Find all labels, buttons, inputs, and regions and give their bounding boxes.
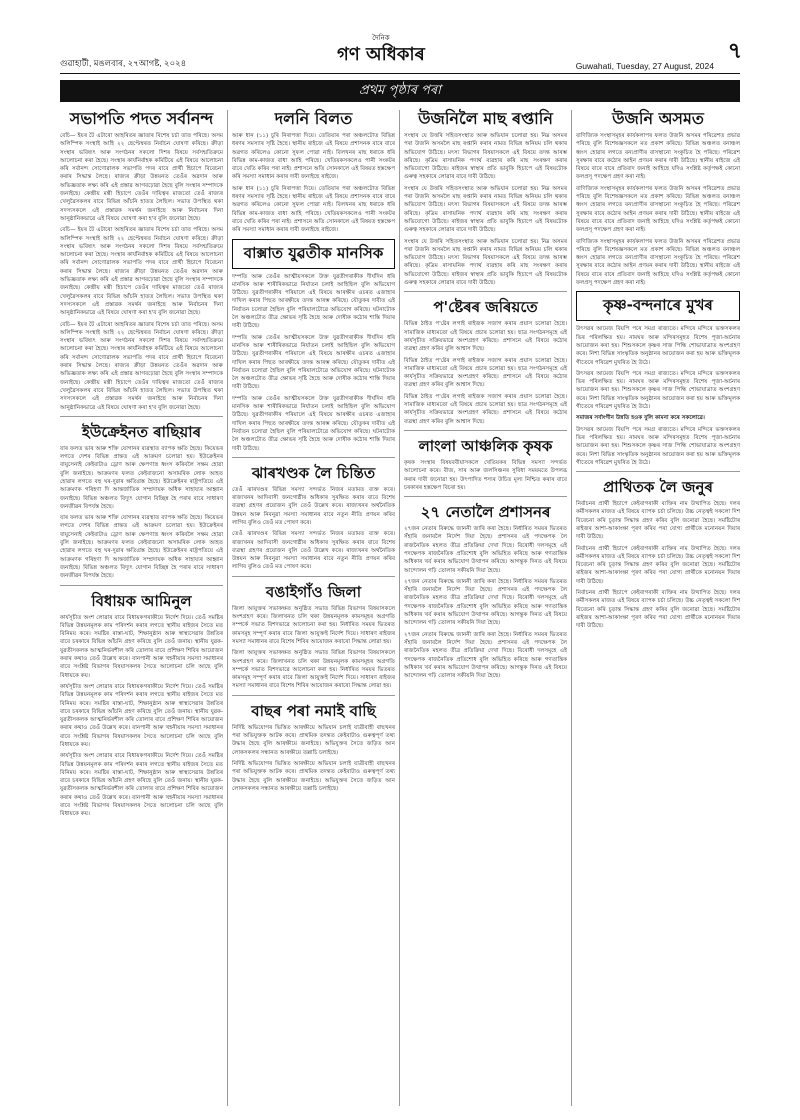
divider <box>60 585 223 586</box>
column-1 <box>60 108 223 1108</box>
article-body: নিৰ্দিষ্ট অভিযোগৰ ভিত্তিত আৰক্ষীয়ে অভিযান চলাই যাত্ৰীবাহী বাছখনৰ পৰা অভিযুক্তক আটক কৰে। প্ৰাথমিক তদন্তত কেইবাটাও গুৰুত্বপূৰ্ণ তথ্য উদ্ধাৰ হৈছে বুলি আৰক্ষীয়ে জনাইছে। অভিযুক্তৰ সৈতে জড়িত আন লোকসকলৰ সন্ধানত আৰক্ষীয়ে তল্লাচি চলাইছে। <box>232 760 395 792</box>
masthead <box>60 34 742 74</box>
headline: প'ষ্টেৰৰ জৰিয়তে <box>433 298 538 317</box>
headline: বঙাইগাঁও জিলা <box>265 582 362 601</box>
article-body: বিভিন্ন ঠাইত প'ষ্টেৰ লগাই ৰাইজক সজাগ কৰাৰ প্ৰয়াস চলোৱা হৈছে। সামাজিক মাধ্যমতো এই বিষয়ে প্ৰচাৰ চলোৱা হয়। ছাত্ৰ সংগঠনসমূহে এই কাৰ্যসূচীত সক্ৰিয়ভাৱে অংশগ্ৰহণ কৰিছে। প্ৰশাসনে এই বিষয়ে কঠোৰ ব্যৱস্থা গ্ৰহণ কৰিব বুলি আশ্বাস দিছে। <box>404 393 567 425</box>
article-body: তেওঁ ঝাৰখণ্ডৰ বিভিন্ন সমস্যা সন্দৰ্ভত নিজৰ মতামত ব্যক্ত কৰে। ৰাজ্যখনৰ আদিবাসী জনগোষ্ঠীৰ অধিকাৰ সুৰক্ষিত কৰাৰ বাবে বিশেষ ব্যৱস্থা গ্ৰহণৰ প্ৰয়োজন বুলি তেওঁ উল্লেখ কৰে। ৰাজ্যখনৰ অৰ্থনৈতিক উন্নয়ন আৰু নিবনুৱা সমস্যা সমাধানৰ বাবে নতুন নীতি প্ৰণয়ন কৰিব লাগিব বুলিও তেওঁ মত পোষণ কৰে। <box>232 531 395 571</box>
headline: সভাপতি পদত সৰ্বানন্দ <box>69 109 214 128</box>
divider <box>576 471 740 472</box>
masthead-date-assamese: গুৱাহাটী, মঙলবাৰ, ২৭আগষ্ট, ২০২৪ <box>60 58 187 68</box>
headline: ইউক্ৰেইনত ৰাছিয়াৰ <box>81 422 202 441</box>
divider <box>60 416 223 417</box>
article-body: নিৰ্দিষ্ট অভিযোগৰ ভিত্তিত আৰক্ষীয়ে অভিযান চলাই যাত্ৰীবাহী বাছখনৰ পৰা অভিযুক্তক আটক কৰে। প্ৰাথমিক তদন্তত কেইবাটাও গুৰুত্বপূৰ্ণ তথ্য উদ্ধাৰ হৈছে বুলি আৰক্ষীয়ে জনাইছে। অভিযুক্তৰ সৈতে জড়িত আন লোকসকলৰ সন্ধানত আৰক্ষীয়ে তল্লাচি চলাইছে। <box>232 724 395 756</box>
headline: দলনি বিলত <box>274 109 353 128</box>
notice-line: সমাজৰ সৰ্বাংগীন উন্নতি হওক বুলি কামনা কৰে সকলোৱে। <box>576 415 705 422</box>
article-body: বাণিজ্যিক সংস্থাসমূহৰ কাৰ্যকলাপৰ ফলত উজনি অসমৰ পৰিৱেশত প্ৰভাৱ পৰিছে বুলি বিশেষজ্ঞসকলে মত প্ৰকাশ কৰিছে। বিভিন্ন অঞ্চলত বনাঞ্চল ধ্বংস হোৱাৰ লগতে বন্যপ্ৰাণীৰ বাসস্থানো সংকুচিত হৈ পৰিছে। পৰিৱেশ সুৰক্ষাৰ বাবে কঠোৰ আইন প্ৰণয়ন কৰাৰ দাবী উঠিছে। স্থানীয় ৰাইজে এই বিষয়ে বাৰে বাৰে প্ৰতিবাদ জনাই আহিছে যদিও সংশ্লিষ্ট কৰ্তৃপক্ষই কোনো ফলপ্ৰসূ পদক্ষেপ গ্ৰহণ কৰা নাই। <box>576 133 740 181</box>
divider <box>232 576 395 577</box>
article-body: দম্পতি আৰু তেওঁৰ আত্মীয়সকলে উক্ত যুৱতীগৰাকীক দীৰ্ঘদিন ধৰি মানসিক আৰু শাৰীৰিকভাৱে নিৰ্যাতন চলাই আহিছিল বুলি অভিযোগ উঠিছে। যুৱতীগৰাকীৰ পৰিয়ালে এই বিষয়ে আৰক্ষীৰ ওচৰত এজাহাৰ দাখিল কৰাৰ পিছত আৰক্ষীয়ে তদন্ত আৰম্ভ কৰিছে। যৌতুকৰ দাবীত এই নিৰ্যাতন চলোৱা হৈছিল বুলি পৰিয়ালটোৱে অভিযোগ কৰিছে। ঘটনাটোক লৈ অঞ্চলটোত তীব্ৰ ক্ষোভৰ সৃষ্টি হৈছে আৰু দোষীক কঠোৰ শাস্তি দিয়াৰ দাবী উঠিছে। <box>232 273 395 330</box>
article-body: বাণিজ্যিক সংস্থাসমূহৰ কাৰ্যকলাপৰ ফলত উজনি অসমৰ পৰিৱেশত প্ৰভাৱ পৰিছে বুলি বিশেষজ্ঞসকলে মত প্ৰকাশ কৰিছে। বিভিন্ন অঞ্চলত বনাঞ্চল ধ্বংস হোৱাৰ লগতে বন্যপ্ৰাণীৰ বাসস্থানো সংকুচিত হৈ পৰিছে। পৰিৱেশ সুৰক্ষাৰ বাবে কঠোৰ আইন প্ৰণয়ন কৰাৰ দাবী উঠিছে। স্থানীয় ৰাইজে এই বিষয়ে বাৰে বাৰে প্ৰতিবাদ জনাই আহিছে যদিও সংশ্লিষ্ট কৰ্তৃপক্ষই কোনো ফলপ্ৰসূ পদক্ষেপ গ্ৰহণ কৰা নাই। <box>576 185 740 234</box>
article-body: দম্পতি আৰু তেওঁৰ আত্মীয়সকলে উক্ত যুৱতীগৰাকীক দীৰ্ঘদিন ধৰি মানসিক আৰু শাৰীৰিকভাৱে নিৰ্যাতন চলাই আহিছিল বুলি অভিযোগ উঠিছে। যুৱতীগৰাকীৰ পৰিয়ালে এই বিষয়ে আৰক্ষীৰ ওচৰত এজাহাৰ দাখিল কৰাৰ পিছত আৰক্ষীয়ে তদন্ত আৰম্ভ কৰিছে। যৌতুকৰ দাবীত এই নিৰ্যাতন চলোৱা হৈছিল বুলি পৰিয়ালটোৱে অভিযোগ কৰিছে। ঘটনাটোক লৈ অঞ্চলটোত তীব্ৰ ক্ষোভৰ সৃষ্টি হৈছে আৰু দোষীক কঠোৰ শাস্তি দিয়াৰ দাবী উঠিছে। <box>232 334 395 391</box>
section-banner: প্ৰথম পৃষ্ঠাৰ পৰা <box>60 80 740 102</box>
article-body: নিৰ্বাচনৰ প্ৰাৰ্থী হিচাপে কেইবাগৰাকী ব্যক্তিৰ নাম উত্থাপিত হৈছে। দলৰ কৰ্মীসকলৰ মাজত এই বিষয়ে ব্যাপক চৰ্চা চলিছে। উচ্চ নেতৃত্বই সকলো দিশ বিবেচনা কৰি চূড়ান্ত সিদ্ধান্ত গ্ৰহণ কৰিব বুলি জনোৱা হৈছে। সমষ্টিটোৰ ৰাইজৰ আশা-আকাংক্ষা পূৰণ কৰিব পৰা যোগ্য প্ৰাৰ্থীকে মনোনয়ন দিয়াৰ দাবী উঠিছে। <box>576 590 740 630</box>
article-body: তেওঁ ঝাৰখণ্ডৰ বিভিন্ন সমস্যা সন্দৰ্ভত নিজৰ মতামত ব্যক্ত কৰে। ৰাজ্যখনৰ আদিবাসী জনগোষ্ঠীৰ অধিকাৰ সুৰক্ষিত কৰাৰ বাবে বিশেষ ব্যৱস্থা গ্ৰহণৰ প্ৰয়োজন বুলি তেওঁ উল্লেখ কৰে। ৰাজ্যখনৰ অৰ্থনৈতিক উন্নয়ন আৰু নিবনুৱা সমস্যা সমাধানৰ বাবে নতুন নীতি প্ৰণয়ন কৰিব লাগিব বুলিও তেওঁ মত পোষণ কৰে। <box>232 486 395 526</box>
article-body: বিভিন্ন ঠাইত প'ষ্টেৰ লগাই ৰাইজক সজাগ কৰাৰ প্ৰয়াস চলোৱা হৈছে। সামাজিক মাধ্যমতো এই বিষয়ে প্ৰচাৰ চলোৱা হয়। ছাত্ৰ সংগঠনসমূহে এই কাৰ্যসূচীত সক্ৰিয়ভাৱে অংশগ্ৰহণ কৰিছে। প্ৰশাসনে এই বিষয়ে কঠোৰ ব্যৱস্থা গ্ৰহণ কৰিব বুলি আশ্বাস দিছে। <box>404 357 567 389</box>
column-4 <box>576 108 740 1108</box>
column-divider <box>399 110 400 1106</box>
page-number: ৭ <box>727 39 742 64</box>
article-body: কাৰ্যসূচীত অংশ লোৱাৰ বাবে বিধায়কগৰাকীয়ে নিৰ্দেশ দিয়ে। তেওঁ সমষ্টিৰ বিভিন্ন উন্নয়নমূলক কাম পৰিদৰ্শন কৰাৰ লগতে স্থানীয় ৰাইজৰ সৈতে মত বিনিময় কৰে। সমষ্টিৰ ৰাস্তা-ঘাট, শিক্ষানুষ্ঠান আৰু স্বাস্থ্যসেৱাৰ উন্নতিৰ বাবে চৰকাৰে বিভিন্ন আঁচনি গ্ৰহণ কৰিছে বুলি তেওঁ জনায়। স্থানীয় যুৱক-যুৱতীসকলক আত্মনিৰ্ভৰশীল কৰি তোলাৰ বাবে প্ৰশিক্ষণ শিবিৰ আয়োজন কৰাৰ কথাও তেওঁ উল্লেখ কৰে। বানপানী আৰু খহনীয়াৰ সমস্যা সমাধানৰ বাবে সংশ্লিষ্ট বিভাগৰ বিষয়াসকলৰ সৈতে আলোচনা চলি আছে বুলি বিধায়কে কয়। <box>60 614 223 679</box>
divider <box>404 496 567 497</box>
article-body: সংস্থাৰ যে উত্তৰি সহিতসংস্থাত আৰু অভিযান চলোৱা হয়। নিম্ন অসমৰ পৰা উজনি অসমলৈ মাছ ৰপ্তানি কৰাৰ নামত বিভিন্ন অনিয়ম চলি থকাৰ অভিযোগ উঠিছে। মৎস্য বিভাগৰ বিষয়াসকলে এই বিষয়ে তদন্ত আৰম্ভ কৰিছে। কৃত্ৰিম ৰাসায়নিক পদাৰ্থ ব্যৱহাৰ কৰি মাছ সংৰক্ষণ কৰাৰ অভিযোগো উঠিছে। ৰাইজৰ স্বাস্থ্যৰ প্ৰতি ভাবুকি হিচাপে এই বিষয়টোক গুৰুত্ব সহকাৰে লোৱাৰ বাবে দাবী উঠিছে। <box>404 133 567 181</box>
article-body: জিলা আয়ুক্তৰ সভাকক্ষত অনুষ্ঠিত সভাত বিভিন্ন বিভাগৰ বিষয়াসকলে অংশগ্ৰহণ কৰে। জিলাখনত চলি থকা উন্নয়নমূলক কামসমূহৰ অগ্ৰগতি সম্পৰ্কে সভাত বিশদভাৱে আলোচনা কৰা হয়। নিৰ্ধাৰিত সময়ৰ ভিতৰত কামসমূহ সম্পূৰ্ণ কৰাৰ বাবে জিলা আয়ুক্তই নিৰ্দেশ দিয়ে। সাধাৰণ ৰাইজৰ সমস্যা সমাধানৰ বাবে বিশেষ শিবিৰ আয়োজন কৰাৰো সিদ্ধান্ত লোৱা হয়। <box>232 605 395 645</box>
article-body: নিৰ্বাচনৰ প্ৰাৰ্থী হিচাপে কেইবাগৰাকী ব্যক্তিৰ নাম উত্থাপিত হৈছে। দলৰ কৰ্মীসকলৰ মাজত এই বিষয়ে ব্যাপক চৰ্চা চলিছে। উচ্চ নেতৃত্বই সকলো দিশ বিবেচনা কৰি চূড়ান্ত সিদ্ধান্ত গ্ৰহণ কৰিব বুলি জনোৱা হৈছে। সমষ্টিটোৰ ৰাইজৰ আশা-আকাংক্ষা পূৰণ কৰিব পৰা যোগ্য প্ৰাৰ্থীকে মনোনয়ন দিয়াৰ দাবী উঠিছে। <box>576 545 740 585</box>
article-body: ২৭জন নেতাৰ বিৰুদ্ধে জাননী জাৰি কৰা হৈছে। নিৰ্ধাৰিত সময়ৰ ভিতৰত সঁহাৰি জনাবলৈ নিৰ্দেশ দিয়া হৈছে। প্ৰশাসনৰ এই পদক্ষেপক লৈ ৰাজনৈতিক মহলত তীব্ৰ প্ৰতিক্ৰিয়া দেখা দিছে। বিৰোধী দলসমূহে এই পদক্ষেপক ৰাজনৈতিক প্ৰতিশোধ বুলি অভিহিত কৰিছে আৰু গণতান্ত্ৰিক অধিকাৰ খৰ্ব কৰাৰ অভিযোগ উত্থাপন কৰিছে। আগন্তুক দিনত এই বিষয়ে আন্দোলন গঢ়ি তোলাৰ সকীয়নি দিয়া হৈছে। <box>404 578 567 627</box>
divider <box>404 430 567 431</box>
headline: লাংলা আঞ্চলিক কৃষক <box>418 436 553 455</box>
article-body: বেচি— ইয়ৰ টৈ এটাৰো আহৰিতৰ জ্ঞাতাৰ বিশেষ চৰ্চা তাত পৰিছে। অসম অলিম্পিক সংস্থাই আহি ২২ ছেপ্টেম্বৰত নিৰ্বাচন ঘোষণা কৰিছে। ক্ৰীড়া সংস্থাৰ ভবিষ্যৎ আৰু সংগঠনৰ সকলো দিশৰ বিষয়ে সৰ্বসন্মতিক্ৰমে আলোচনা কৰা হৈছে। সংস্থাৰ কাৰ্যনিৰ্বাহক কমিটিয়ে এই বিষয়ে আলোচনা কৰি সৰ্বানন্দ সোণোৱালক সভাপতি পদৰ বাবে প্ৰাৰ্থী হিচাপে বিবেচনা কৰাৰ সিদ্ধান্ত লৈছে। ৰাজ্যৰ ক্ৰীড়া উন্নয়নত তেওঁৰ অৱদান আৰু অভিজ্ঞতাক লক্ষ্য কৰি এই প্ৰস্তাৱ আগবঢ়োৱা হৈছে বুলি সংস্থাৰ সম্পাদকে জনাইছে। কেন্দ্ৰীয় মন্ত্ৰী হিচাপে তেওঁৰ দায়িত্বৰ মাজতো তেওঁ ৰাজ্যৰ খেলুৱৈসকলৰ বাবে বিভিন্ন আঁচনি হাতত লৈছিল। সভাত উপস্থিত থকা সদস্যসকলে এই প্ৰস্তাৱক সমৰ্থন জনাইছে আৰু নিৰ্বাচনৰ দিনা আনুষ্ঠানিকভাৱে এই বিষয়ে ঘোষণা কৰা হ'ব বুলি জনোৱা হৈছে। <box>60 321 223 411</box>
article-body: বিভিন্ন ঠাইত প'ষ্টেৰ লগাই ৰাইজক সজাগ কৰাৰ প্ৰয়াস চলোৱা হৈছে। সামাজিক মাধ্যমতো এই বিষয়ে প্ৰচাৰ চলোৱা হয়। ছাত্ৰ সংগঠনসমূহে এই কাৰ্যসূচীত সক্ৰিয়ভাৱে অংশগ্ৰহণ কৰিছে। প্ৰশাসনে এই বিষয়ে কঠোৰ ব্যৱস্থা গ্ৰহণ কৰিব বুলি আশ্বাস দিছে। <box>404 321 567 353</box>
article-body: কাৰ্যসূচীত অংশ লোৱাৰ বাবে বিধায়কগৰাকীয়ে নিৰ্দেশ দিয়ে। তেওঁ সমষ্টিৰ বিভিন্ন উন্নয়নমূলক কাম পৰিদৰ্শন কৰাৰ লগতে স্থানীয় ৰাইজৰ সৈতে মত বিনিময় কৰে। সমষ্টিৰ ৰাস্তা-ঘাট, শিক্ষানুষ্ঠান আৰু স্বাস্থ্যসেৱাৰ উন্নতিৰ বাবে চৰকাৰে বিভিন্ন আঁচনি গ্ৰহণ কৰিছে বুলি তেওঁ জনায়। স্থানীয় যুৱক-যুৱতীসকলক আত্মনিৰ্ভৰশীল কৰি তোলাৰ বাবে প্ৰশিক্ষণ শিবিৰ আয়োজন কৰাৰ কথাও তেওঁ উল্লেখ কৰে। বানপানী আৰু খহনীয়াৰ সমস্যা সমাধানৰ বাবে সংশ্লিষ্ট বিভাগৰ বিষয়াসকলৰ সৈতে আলোচনা চলি আছে বুলি বিধায়কে কয়। <box>60 683 223 748</box>
headline: বিধায়ক আমিনুল <box>91 591 192 610</box>
article-body: নিৰ্বাচনৰ প্ৰাৰ্থী হিচাপে কেইবাগৰাকী ব্যক্তিৰ নাম উত্থাপিত হৈছে। দলৰ কৰ্মীসকলৰ মাজত এই বিষয়ে ব্যাপক চৰ্চা চলিছে। উচ্চ নেতৃত্বই সকলো দিশ বিবেচনা কৰি চূড়ান্ত সিদ্ধান্ত গ্ৰহণ কৰিব বুলি জনোৱা হৈছে। সমষ্টিটোৰ ৰাইজৰ আশা-আকাংক্ষা পূৰণ কৰিব পৰা যোগ্য প্ৰাৰ্থীকে মনোনয়ন দিয়াৰ দাবী উঠিছে। <box>576 501 740 541</box>
article-body: কৃষক সংস্থাৰ বিষয়ববীয়াসকলে খেতিয়কৰ বিভিন্ন সমস্যা সন্দৰ্ভত আলোচনা কৰে। বীজ, সাৰ আৰু জলসিঞ্চনৰ সুবিধা সময়মতে উপলব্ধ কৰাৰ দাবী জনোৱা হয়। উৎপাদিত শস্যৰ উচিত মূল্য নিশ্চিত কৰাৰ বাবে চৰকাৰৰ হস্তক্ষেপ বিচৰা হয়। <box>404 459 567 491</box>
article-body: কাৰ্যসূচীত অংশ লোৱাৰ বাবে বিধায়কগৰাকীয়ে নিৰ্দেশ দিয়ে। তেওঁ সমষ্টিৰ বিভিন্ন উন্নয়নমূলক কাম পৰিদৰ্শন কৰাৰ লগতে স্থানীয় ৰাইজৰ সৈতে মত বিনিময় কৰে। সমষ্টিৰ ৰাস্তা-ঘাট, শিক্ষানুষ্ঠান আৰু স্বাস্থ্যসেৱাৰ উন্নতিৰ বাবে চৰকাৰে বিভিন্ন আঁচনি গ্ৰহণ কৰিছে বুলি তেওঁ জনায়। স্থানীয় যুৱক-যুৱতীসকলক আত্মনিৰ্ভৰশীল কৰি তোলাৰ বাবে প্ৰশিক্ষণ শিবিৰ আয়োজন কৰাৰ কথাও তেওঁ উল্লেখ কৰে। বানপানী আৰু খহনীয়াৰ সমস্যা সমাধানৰ বাবে সংশ্লিষ্ট বিভাগৰ বিষয়াসকলৰ সৈতে আলোচনা চলি আছে বুলি বিধায়কে কয়। <box>60 753 223 818</box>
article-body: জিলা আয়ুক্তৰ সভাকক্ষত অনুষ্ঠিত সভাত বিভিন্ন বিভাগৰ বিষয়াসকলে অংশগ্ৰহণ কৰে। জিলাখনত চলি থকা উন্নয়নমূলক কামসমূহৰ অগ্ৰগতি সম্পৰ্কে সভাত বিশদভাৱে আলোচনা কৰা হয়। নিৰ্ধাৰিত সময়ৰ ভিতৰত কামসমূহ সম্পূৰ্ণ কৰাৰ বাবে জিলা আয়ুক্তই নিৰ্দেশ দিয়ে। সাধাৰণ ৰাইজৰ সমস্যা সমাধানৰ বাবে বিশেষ শিবিৰ আয়োজন কৰাৰো সিদ্ধান্ত লোৱা হয়। <box>232 650 395 690</box>
divider <box>232 695 395 696</box>
article-body: আৰু ধান (১১) চুৰি নিৰাপত্তা দিয়ে। তেতিয়াৰ পৰা অঞ্চলটোত বিভিন্ন ধৰণৰ সমস্যাৰ সৃষ্টি হৈছে। স্থানীয় ৰাইজে এই বিষয়ে প্ৰশাসনক বাৰে বাৰে অৱগত কৰিলেও কোনো সুফল পোৱা নাই। বিলখনৰ মাছ ধৰাকে ধৰি বিভিন্ন কাম-কাজত বাধা আহি পৰিছে। খেতিয়কসকলেও পানী সংকটৰ বাবে খেতি কৰিব পৰা নাই। প্ৰশাসনে অতি সোনকালে এই বিষয়ত হস্তক্ষেপ কৰি সমস্যা সমাধান কৰাৰ দাবী জনাইছে ৰাইজে। <box>232 133 395 181</box>
article-body: বাণিজ্যিক সংস্থাসমূহৰ কাৰ্যকলাপৰ ফলত উজনি অসমৰ পৰিৱেশত প্ৰভাৱ পৰিছে বুলি বিশেষজ্ঞসকলে মত প্ৰকাশ কৰিছে। বিভিন্ন অঞ্চলত বনাঞ্চল ধ্বংস হোৱাৰ লগতে বন্যপ্ৰাণীৰ বাসস্থানো সংকুচিত হৈ পৰিছে। পৰিৱেশ সুৰক্ষাৰ বাবে কঠোৰ আইন প্ৰণয়ন কৰাৰ দাবী উঠিছে। স্থানীয় ৰাইজে এই বিষয়ে বাৰে বাৰে প্ৰতিবাদ জনাই আহিছে যদিও সংশ্লিষ্ট কৰ্তৃপক্ষই কোনো ফলপ্ৰসূ পদক্ষেপ গ্ৰহণ কৰা নাই। <box>576 238 740 287</box>
article-body: বেচি— ইয়ৰ টৈ এটাৰো আহৰিতৰ জ্ঞাতাৰ বিশেষ চৰ্চা তাত পৰিছে। অসম অলিম্পিক সংস্থাই আহি ২২ ছেপ্টেম্বৰত নিৰ্বাচন ঘোষণা কৰিছে। ক্ৰীড়া সংস্থাৰ ভবিষ্যৎ আৰু সংগঠনৰ সকলো দিশৰ বিষয়ে সৰ্বসন্মতিক্ৰমে আলোচনা কৰা হৈছে। সংস্থাৰ কাৰ্যনিৰ্বাহক কমিটিয়ে এই বিষয়ে আলোচনা কৰি সৰ্বানন্দ সোণোৱালক সভাপতি পদৰ বাবে প্ৰাৰ্থী হিচাপে বিবেচনা কৰাৰ সিদ্ধান্ত লৈছে। ৰাজ্যৰ ক্ৰীড়া উন্নয়নত তেওঁৰ অৱদান আৰু অভিজ্ঞতাক লক্ষ্য কৰি এই প্ৰস্তাৱ আগবঢ়োৱা হৈছে বুলি সংস্থাৰ সম্পাদকে জনাইছে। কেন্দ্ৰীয় মন্ত্ৰী হিচাপে তেওঁৰ দায়িত্বৰ মাজতো তেওঁ ৰাজ্যৰ খেলুৱৈসকলৰ বাবে বিভিন্ন আঁচনি হাতত লৈছিল। সভাত উপস্থিত থকা সদস্যসকলে এই প্ৰস্তাৱক সমৰ্থন জনাইছে আৰু নিৰ্বাচনৰ দিনা আনুষ্ঠানিকভাৱে এই বিষয়ে ঘোষণা কৰা হ'ব বুলি জনোৱা হৈছে। <box>60 133 223 222</box>
headline: বাছৰ পৰা নমাই বাছি <box>251 701 376 720</box>
headline-box <box>232 239 395 269</box>
column-divider <box>227 110 228 1106</box>
masthead-brand <box>337 34 425 71</box>
column-2 <box>232 108 395 1108</box>
headline: উজনিলৈ মাছ ৰপ্তানি <box>418 109 553 128</box>
article-body: ২৭জন নেতাৰ বিৰুদ্ধে জাননী জাৰি কৰা হৈছে। নিৰ্ধাৰিত সময়ৰ ভিতৰত সঁহাৰি জনাবলৈ নিৰ্দেশ দিয়া হৈছে। প্ৰশাসনৰ এই পদক্ষেপক লৈ ৰাজনৈতিক মহলত তীব্ৰ প্ৰতিক্ৰিয়া দেখা দিছে। বিৰোধী দলসমূহে এই পদক্ষেপক ৰাজনৈতিক প্ৰতিশোধ বুলি অভিহিত কৰিছে আৰু গণতান্ত্ৰিক অধিকাৰ খৰ্ব কৰাৰ অভিযোগ উত্থাপন কৰিছে। আগন্তুক দিনত এই বিষয়ে আন্দোলন গঢ়ি তোলাৰ সকীয়নি দিয়া হৈছে। <box>404 526 567 574</box>
article-body: উৎসৱৰ আমেজ বিয়পি পৰে সমগ্ৰ ৰাজ্যতে। মন্দিৰে মন্দিৰে ভক্তসকলৰ ভিৰ পৰিলক্ষিত হয়। নামঘৰ আৰু মন্দিৰসমূহত বিশেষ পূজা-অৰ্চনাৰ আয়োজন কৰা হয়। শিশুসকলে কৃষ্ণৰ সাজ পিন্ধি শোভাযাত্ৰাত অংশগ্ৰহণ কৰে। নিশা বিভিন্ন সাংস্কৃতিক অনুষ্ঠানৰ আয়োজন কৰা হয় আৰু ভক্তিমূলক গীতেৰে পৰিৱেশ মুখৰিত হৈ উঠে। <box>576 426 740 466</box>
column-3 <box>404 108 567 1108</box>
headline: উজনি অসমত <box>612 109 704 128</box>
column-divider <box>571 110 572 1106</box>
masthead-brand-small: দৈনিক <box>372 34 390 42</box>
article-body: যাৰ ফলত ভাৰ আৰু শক্তি যোগানৰ ব্যৱস্থাত ব্যাপক ক্ষতি হৈছে। কিয়েভৰ লগতে দেশৰ বিভিন্ন প্ৰান্তত এই আক্ৰমণ চলোৱা হয়। ইউক্ৰেইনৰ বায়ুসেনাই কেইবাটাও ড্ৰোণ আৰু ক্ষেপণাস্ত্ৰ ধ্বংস কৰিবলৈ সক্ষম হোৱা বুলি জনাইছে। আক্ৰমণৰ ফলত কেইবাজনো অসামৰিক লোক আহত হোৱাৰ লগতে বহু ঘৰ-দুৱাৰ ক্ষতিগ্ৰস্ত হৈছে। ইউক্ৰেইনৰ ৰাষ্ট্ৰপতিয়ে এই আক্ৰমণক গৰিহণা দি আন্তৰ্জাতিক সম্প্ৰদায়ক অধিক সাহায্যৰ আহ্বান জনাইছে। বিভিন্ন অঞ্চলত বিদ্যুৎ যোগান বিচ্ছিন্ন হৈ পৰাৰ বাবে সাধাৰণ জনজীৱন বিপৰ্যস্ত হৈছে। <box>60 515 223 580</box>
article-body: সংস্থাৰ যে উত্তৰি সহিতসংস্থাত আৰু অভিযান চলোৱা হয়। নিম্ন অসমৰ পৰা উজনি অসমলৈ মাছ ৰপ্তানি কৰাৰ নামত বিভিন্ন অনিয়ম চলি থকাৰ অভিযোগ উঠিছে। মৎস্য বিভাগৰ বিষয়াসকলে এই বিষয়ে তদন্ত আৰম্ভ কৰিছে। কৃত্ৰিম ৰাসায়নিক পদাৰ্থ ব্যৱহাৰ কৰি মাছ সংৰক্ষণ কৰাৰ অভিযোগো উঠিছে। ৰাইজৰ স্বাস্থ্যৰ প্ৰতি ভাবুকি হিচাপে এই বিষয়টোক গুৰুত্ব সহকাৰে লোৱাৰ বাবে দাবী উঠিছে। <box>404 185 567 234</box>
article-body: উৎসৱৰ আমেজ বিয়পি পৰে সমগ্ৰ ৰাজ্যতে। মন্দিৰে মন্দিৰে ভক্তসকলৰ ভিৰ পৰিলক্ষিত হয়। নামঘৰ আৰু মন্দিৰসমূহত বিশেষ পূজা-অৰ্চনাৰ আয়োজন কৰা হয়। শিশুসকলে কৃষ্ণৰ সাজ পিন্ধি শোভাযাত্ৰাত অংশগ্ৰহণ কৰে। নিশা বিভিন্ন সাংস্কৃতিক অনুষ্ঠানৰ আয়োজন কৰা হয় আৰু ভক্তিমূলক গীতেৰে পৰিৱেশ মুখৰিত হৈ উঠে। <box>576 370 740 411</box>
headline: প্ৰাথিতক লৈ জনুৰ <box>603 478 713 497</box>
masthead-date-english: Guwahati, Tuesday, 27 August, 2024 <box>575 61 714 71</box>
headline: ২৭ নেতালৈ প্ৰশাসনৰ <box>420 503 551 522</box>
masthead-brand-title: গণ অধিকাৰ <box>337 44 425 65</box>
headline: ঝাৰখণ্ডক লৈ চিন্তিত <box>251 463 376 482</box>
headline: বাক্সাত যুৱতীক মানসিক <box>243 243 384 262</box>
article-body: যাৰ ফলত ভাৰ আৰু শক্তি যোগানৰ ব্যৱস্থাত ব্যাপক ক্ষতি হৈছে। কিয়েভৰ লগতে দেশৰ বিভিন্ন প্ৰান্তত এই আক্ৰমণ চলোৱা হয়। ইউক্ৰেইনৰ বায়ুসেনাই কেইবাটাও ড্ৰোণ আৰু ক্ষেপণাস্ত্ৰ ধ্বংস কৰিবলৈ সক্ষম হোৱা বুলি জনাইছে। আক্ৰমণৰ ফলত কেইবাজনো অসামৰিক লোক আহত হোৱাৰ লগতে বহু ঘৰ-দুৱাৰ ক্ষতিগ্ৰস্ত হৈছে। ইউক্ৰেইনৰ ৰাষ্ট্ৰপতিয়ে এই আক্ৰমণক গৰিহণা দি আন্তৰ্জাতিক সম্প্ৰদায়ক অধিক সাহায্যৰ আহ্বান জনাইছে। বিভিন্ন অঞ্চলত বিদ্যুৎ যোগান বিচ্ছিন্ন হৈ পৰাৰ বাবে সাধাৰণ জনজীৱন বিপৰ্যস্ত হৈছে। <box>60 445 223 510</box>
article-body: সংস্থাৰ যে উত্তৰি সহিতসংস্থাত আৰু অভিযান চলোৱা হয়। নিম্ন অসমৰ পৰা উজনি অসমলৈ মাছ ৰপ্তানি কৰাৰ নামত বিভিন্ন অনিয়ম চলি থকাৰ অভিযোগ উঠিছে। মৎস্য বিভাগৰ বিষয়াসকলে এই বিষয়ে তদন্ত আৰম্ভ কৰিছে। কৃত্ৰিম ৰাসায়নিক পদাৰ্থ ব্যৱহাৰ কৰি মাছ সংৰক্ষণ কৰাৰ অভিযোগো উঠিছে। ৰাইজৰ স্বাস্থ্যৰ প্ৰতি ভাবুকি হিচাপে এই বিষয়টোক গুৰুত্ব সহকাৰে লোৱাৰ বাবে দাবী উঠিছে। <box>404 238 567 287</box>
headline-box <box>576 291 740 321</box>
headline: কৃষ্ণ-বন্দনাৰে মুখৰ <box>603 296 713 315</box>
article-body: দম্পতি আৰু তেওঁৰ আত্মীয়সকলে উক্ত যুৱতীগৰাকীক দীৰ্ঘদিন ধৰি মানসিক আৰু শাৰীৰিকভাৱে নিৰ্যাতন চলাই আহিছিল বুলি অভিযোগ উঠিছে। যুৱতীগৰাকীৰ পৰিয়ালে এই বিষয়ে আৰক্ষীৰ ওচৰত এজাহাৰ দাখিল কৰাৰ পিছত আৰক্ষীয়ে তদন্ত আৰম্ভ কৰিছে। যৌতুকৰ দাবীত এই নিৰ্যাতন চলোৱা হৈছিল বুলি পৰিয়ালটোৱে অভিযোগ কৰিছে। ঘটনাটোক লৈ অঞ্চলটোত তীব্ৰ ক্ষোভৰ সৃষ্টি হৈছে আৰু দোষীক কঠোৰ শাস্তি দিয়াৰ দাবী উঠিছে। <box>232 395 395 452</box>
article-body: উৎসৱৰ আমেজ বিয়পি পৰে সমগ্ৰ ৰাজ্যতে। মন্দিৰে মন্দিৰে ভক্তসকলৰ ভিৰ পৰিলক্ষিত হয়। নামঘৰ আৰু মন্দিৰসমূহত বিশেষ পূজা-অৰ্চনাৰ আয়োজন কৰা হয়। শিশুসকলে কৃষ্ণৰ সাজ পিন্ধি শোভাযাত্ৰাত অংশগ্ৰহণ কৰে। নিশা বিভিন্ন সাংস্কৃতিক অনুষ্ঠানৰ আয়োজন কৰা হয় আৰু ভক্তিমূলক গীতেৰে পৰিৱেশ মুখৰিত হৈ উঠে। <box>576 326 740 366</box>
article-body: বেচি— ইয়ৰ টৈ এটাৰো আহৰিতৰ জ্ঞাতাৰ বিশেষ চৰ্চা তাত পৰিছে। অসম অলিম্পিক সংস্থাই আহি ২২ ছেপ্টেম্বৰত নিৰ্বাচন ঘোষণা কৰিছে। ক্ৰীড়া সংস্থাৰ ভবিষ্যৎ আৰু সংগঠনৰ সকলো দিশৰ বিষয়ে সৰ্বসন্মতিক্ৰমে আলোচনা কৰা হৈছে। সংস্থাৰ কাৰ্যনিৰ্বাহক কমিটিয়ে এই বিষয়ে আলোচনা কৰি সৰ্বানন্দ সোণোৱালক সভাপতি পদৰ বাবে প্ৰাৰ্থী হিচাপে বিবেচনা কৰাৰ সিদ্ধান্ত লৈছে। ৰাজ্যৰ ক্ৰীড়া উন্নয়নত তেওঁৰ অৱদান আৰু অভিজ্ঞতাক লক্ষ্য কৰি এই প্ৰস্তাৱ আগবঢ়োৱা হৈছে বুলি সংস্থাৰ সম্পাদকে জনাইছে। কেন্দ্ৰীয় মন্ত্ৰী হিচাপে তেওঁৰ দায়িত্বৰ মাজতো তেওঁ ৰাজ্যৰ খেলুৱৈসকলৰ বাবে বিভিন্ন আঁচনি হাতত লৈছিল। সভাত উপস্থিত থকা সদস্যসকলে এই প্ৰস্তাৱক সমৰ্থন জনাইছে আৰু নিৰ্বাচনৰ দিনা আনুষ্ঠানিকভাৱে এই বিষয়ে ঘোষণা কৰা হ'ব বুলি জনোৱা হৈছে। <box>60 227 223 317</box>
divider <box>404 291 567 292</box>
article-body: আৰু ধান (১১) চুৰি নিৰাপত্তা দিয়ে। তেতিয়াৰ পৰা অঞ্চলটোত বিভিন্ন ধৰণৰ সমস্যাৰ সৃষ্টি হৈছে। স্থানীয় ৰাইজে এই বিষয়ে প্ৰশাসনক বাৰে বাৰে অৱগত কৰিলেও কোনো সুফল পোৱা নাই। বিলখনৰ মাছ ধৰাকে ধৰি বিভিন্ন কাম-কাজত বাধা আহি পৰিছে। খেতিয়কসকলেও পানী সংকটৰ বাবে খেতি কৰিব পৰা নাই। প্ৰশাসনে অতি সোনকালে এই বিষয়ত হস্তক্ষেপ কৰি সমস্যা সমাধান কৰাৰ দাবী জনাইছে ৰাইজে। <box>232 185 395 234</box>
divider <box>232 457 395 458</box>
article-body: ২৭জন নেতাৰ বিৰুদ্ধে জাননী জাৰি কৰা হৈছে। নিৰ্ধাৰিত সময়ৰ ভিতৰত সঁহাৰি জনাবলৈ নিৰ্দেশ দিয়া হৈছে। প্ৰশাসনৰ এই পদক্ষেপক লৈ ৰাজনৈতিক মহলত তীব্ৰ প্ৰতিক্ৰিয়া দেখা দিছে। বিৰোধী দলসমূহে এই পদক্ষেপক ৰাজনৈতিক প্ৰতিশোধ বুলি অভিহিত কৰিছে আৰু গণতান্ত্ৰিক অধিকাৰ খৰ্ব কৰাৰ অভিযোগ উত্থাপন কৰিছে। আগন্তুক দিনত এই বিষয়ে আন্দোলন গঢ়ি তোলাৰ সকীয়নি দিয়া হৈছে। <box>404 631 567 680</box>
